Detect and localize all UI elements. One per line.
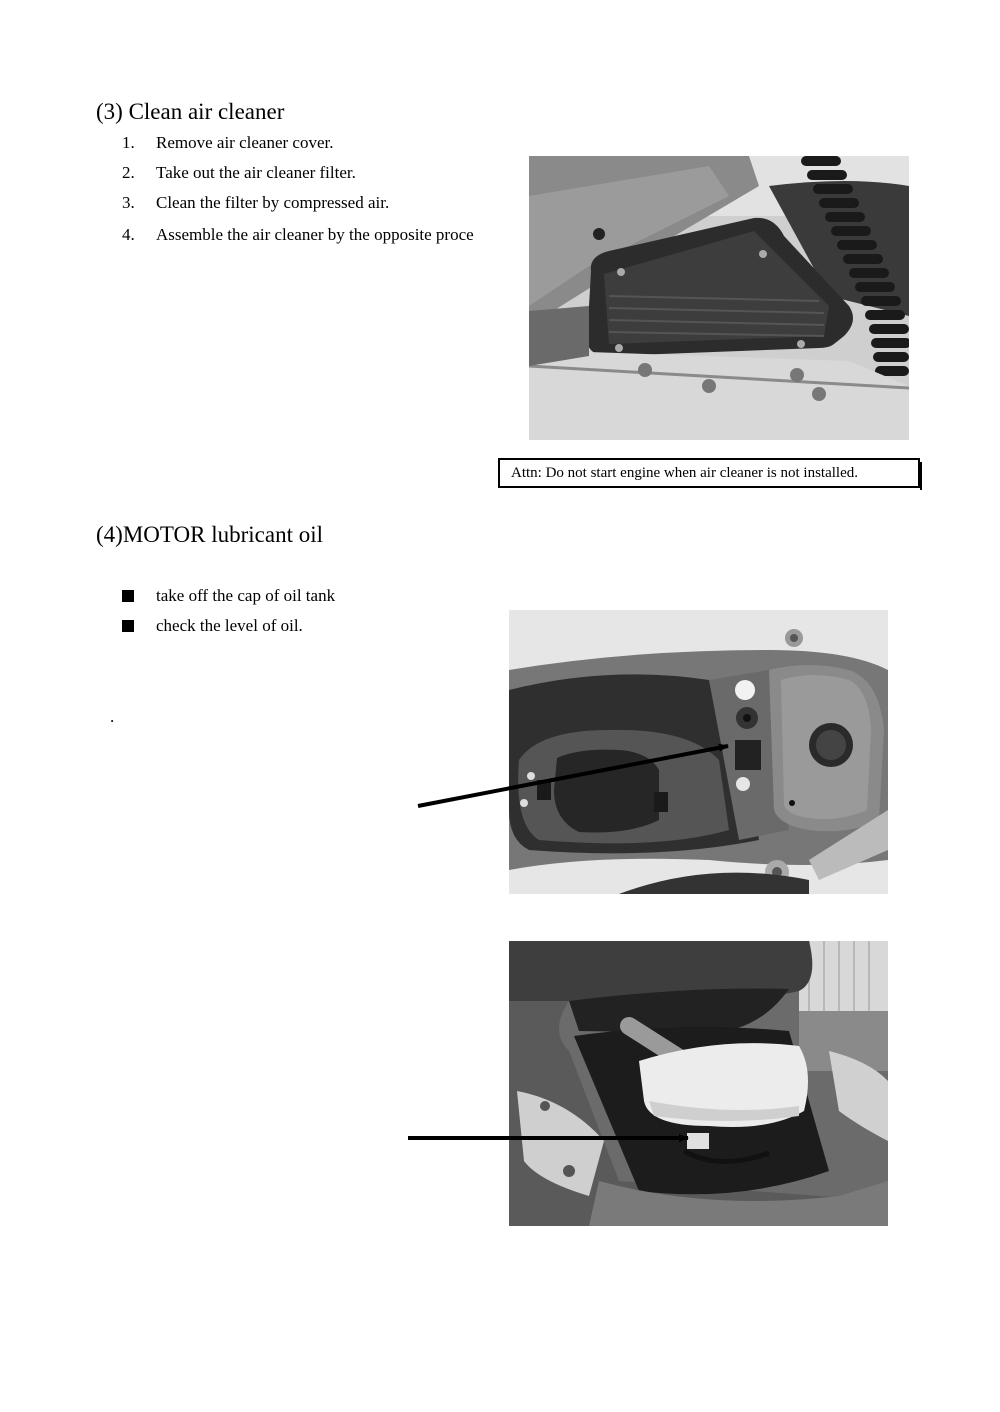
bullet-item [122,615,482,637]
section-4-heading: (4)MOTOR lubricant oil [96,522,323,547]
attention-note: Attn: Do not start engine when air cleaner is not installed. [498,458,920,488]
step-item [122,224,542,246]
bullet-item [122,585,482,607]
step-item [122,132,542,154]
attention-box-shadow [920,462,922,490]
step-number: 3. [122,193,135,212]
step-number: 1. [122,133,135,152]
step-number: 4. [122,225,135,244]
oil-tank-illustration [509,941,888,1226]
step-number: 2. [122,163,135,182]
bullet-text: take off the cap of oil tank [156,586,336,605]
square-bullet-icon [122,620,134,632]
under-seat-storage-illustration [509,610,888,894]
section-3-heading: (3) Clean air cleaner [96,99,285,124]
square-bullet-icon [122,590,134,602]
oil-tank-photo [509,941,888,1226]
stray-period: . [110,707,115,726]
bullet-text: check the level of oil. [156,616,303,635]
step-text: Take out the air cleaner filter. [156,163,356,182]
step-text: Assemble the air cleaner by the opposite proce [156,225,474,244]
air-cleaner-illustration [529,156,909,440]
oil-cap-photo [509,610,888,894]
step-text: Clean the filter by compressed air. [156,193,390,212]
step-text: Remove air cleaner cover. [156,133,334,152]
step-item [122,192,542,214]
step-item [122,162,542,184]
air-cleaner-photo [529,156,909,440]
